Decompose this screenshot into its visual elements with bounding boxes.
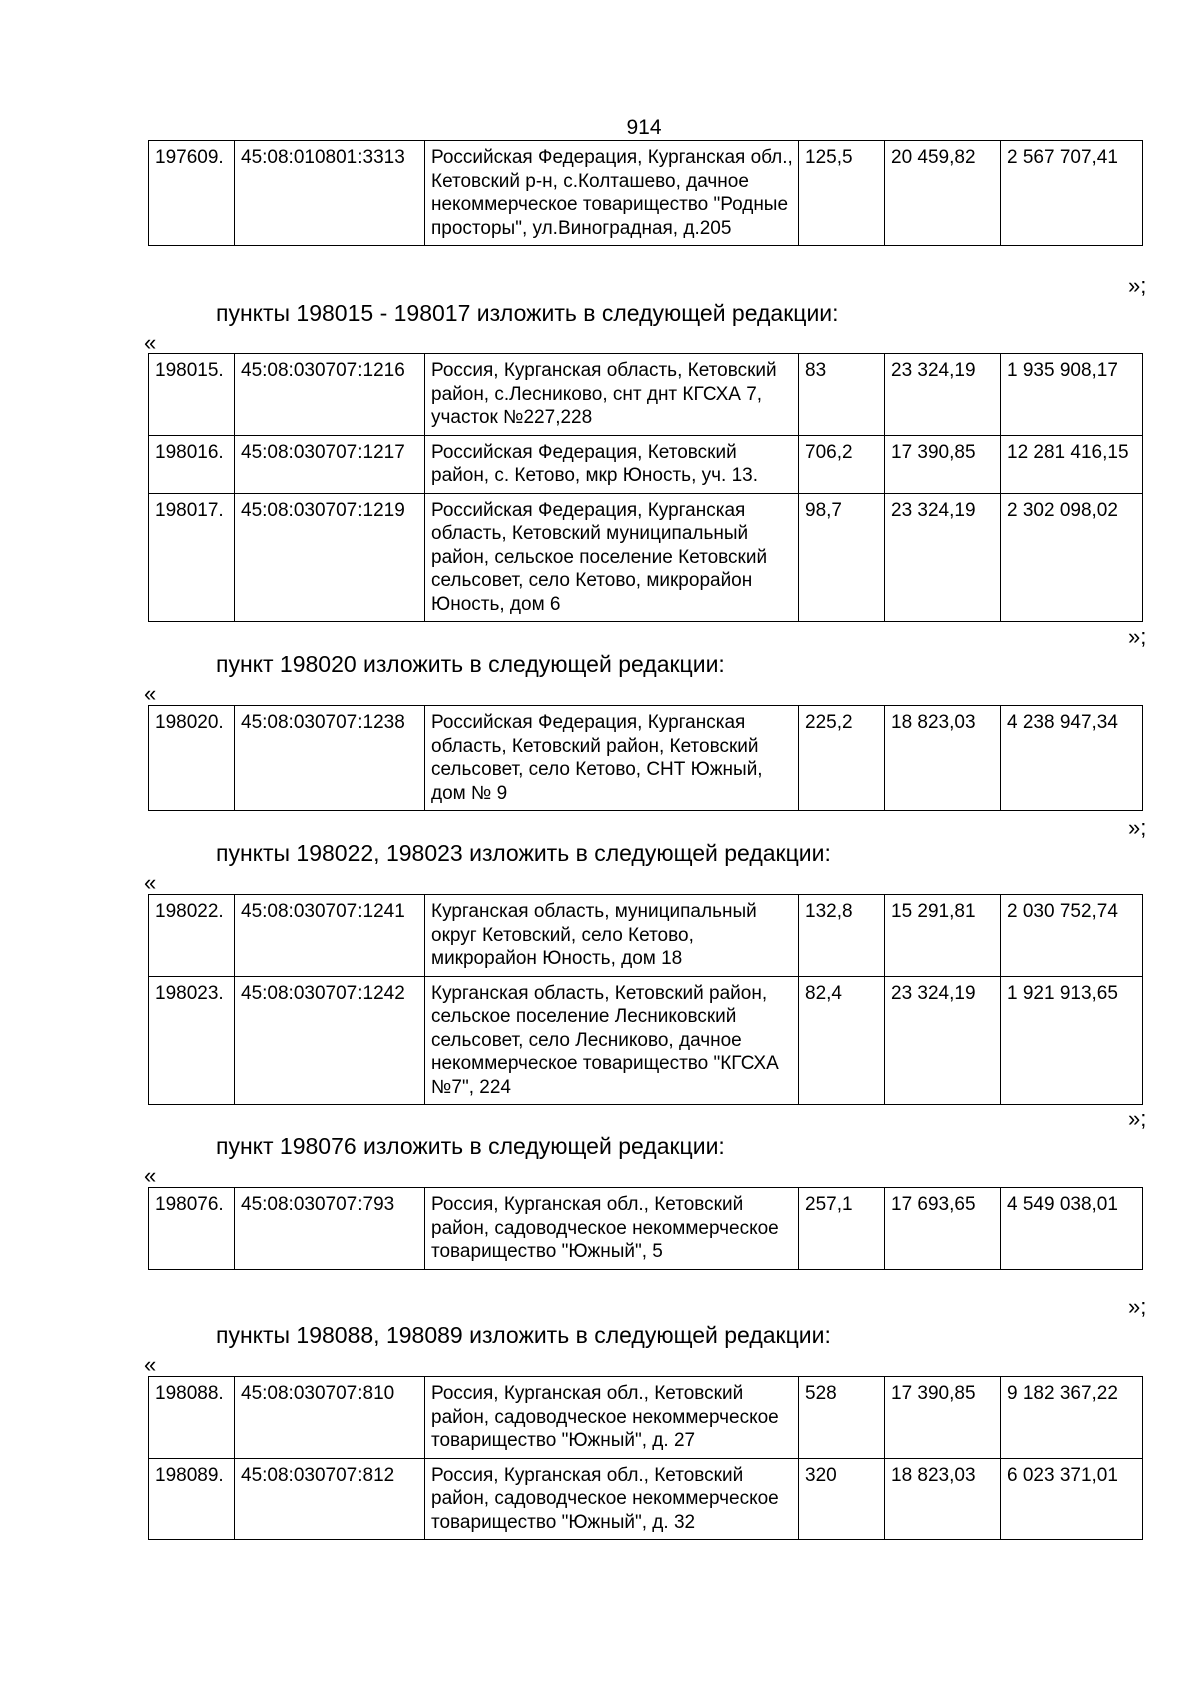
area-value: 225,2: [799, 706, 885, 811]
page-number: 914: [626, 116, 662, 139]
area-value: 257,1: [799, 1188, 885, 1270]
property-table: [148, 353, 1143, 622]
close-quote: »;: [1128, 815, 1147, 840]
property-table: [148, 1187, 1143, 1270]
property-table: [148, 140, 1143, 246]
area-value: 83: [799, 354, 885, 436]
address: Россия, Курганская обл., Кетовский район, садоводческое некоммерческое товарищество "Южный", д. 32: [425, 1458, 799, 1540]
cadastral-number: 45:08:030707:1238: [235, 706, 425, 811]
row-number: 198016.: [149, 435, 235, 493]
section-heading: пункты 198022, 198023 изложить в следующей редакции:: [216, 840, 831, 866]
address: Курганская область, муниципальный округ Кетовский, село Кетово, микрорайон Юность, дом 18: [425, 895, 799, 977]
cadastral-number: 45:08:030707:1242: [235, 976, 425, 1105]
cadastral-rate: 15 291,81: [885, 895, 1001, 977]
section-heading: пункты 198088, 198089 изложить в следующей редакции:: [216, 1322, 831, 1348]
table-row: [149, 1458, 1143, 1540]
address: Курганская область, Кетовский район, сельское поселение Лесниковский сельсовет, село Лесниково, дачное некоммерческое товарищество "КГСХА №7", 224: [425, 976, 799, 1105]
table-row: [149, 895, 1143, 977]
table-row: [149, 435, 1143, 493]
section-heading: пункт 198020 изложить в следующей редакции:: [216, 651, 725, 677]
cadastral-value: 6 023 371,01: [1001, 1458, 1143, 1540]
cadastral-rate: 23 324,19: [885, 493, 1001, 622]
close-quote: »;: [1128, 624, 1147, 649]
table-row: [149, 976, 1143, 1105]
cadastral-number: 45:08:030707:793: [235, 1188, 425, 1270]
area-value: 98,7: [799, 493, 885, 622]
cadastral-number: 45:08:030707:1216: [235, 354, 425, 436]
cadastral-value: 4 549 038,01: [1001, 1188, 1143, 1270]
close-quote: »;: [1128, 1106, 1147, 1131]
cadastral-number: 45:08:030707:1219: [235, 493, 425, 622]
cadastral-value: 1 921 913,65: [1001, 976, 1143, 1105]
open-quote: «: [144, 681, 157, 706]
cadastral-rate: 17 693,65: [885, 1188, 1001, 1270]
property-table: [148, 1376, 1143, 1540]
open-quote: «: [144, 1163, 157, 1188]
open-quote: «: [144, 330, 157, 355]
cadastral-number: 45:08:030707:810: [235, 1377, 425, 1459]
cadastral-rate: 18 823,03: [885, 706, 1001, 811]
area-value: 132,8: [799, 895, 885, 977]
row-number: 198015.: [149, 354, 235, 436]
table-row: [149, 354, 1143, 436]
area-value: 320: [799, 1458, 885, 1540]
address: Россия, Курганская обл., Кетовский район, садоводческое некоммерческое товарищество "Южный", д. 27: [425, 1377, 799, 1459]
row-number: 198023.: [149, 976, 235, 1105]
cadastral-value: 2 030 752,74: [1001, 895, 1143, 977]
cadastral-rate: 23 324,19: [885, 976, 1001, 1105]
area-value: 125,5: [799, 141, 885, 246]
close-quote: »;: [1128, 1294, 1147, 1319]
open-quote: «: [144, 870, 157, 895]
cadastral-value: 2 567 707,41: [1001, 141, 1143, 246]
cadastral-number: 45:08:010801:3313: [235, 141, 425, 246]
row-number: 198017.: [149, 493, 235, 622]
cadastral-value: 12 281 416,15: [1001, 435, 1143, 493]
area-value: 82,4: [799, 976, 885, 1105]
cadastral-number: 45:08:030707:1217: [235, 435, 425, 493]
address: Россия, Курганская область, Кетовский район, с.Лесниково, снт днт КГСХА 7, участок №227,228: [425, 354, 799, 436]
cadastral-rate: 18 823,03: [885, 1458, 1001, 1540]
row-number: 198088.: [149, 1377, 235, 1459]
table-row: [149, 141, 1143, 246]
table-row: [149, 706, 1143, 811]
cadastral-value: 1 935 908,17: [1001, 354, 1143, 436]
open-quote: «: [144, 1352, 157, 1377]
property-table: [148, 705, 1143, 811]
area-value: 706,2: [799, 435, 885, 493]
row-number: 198022.: [149, 895, 235, 977]
cadastral-rate: 20 459,82: [885, 141, 1001, 246]
address: Российская Федерация, Курганская область, Кетовский район, Кетовский сельсовет, село Кетово, СНТ Южный, дом № 9: [425, 706, 799, 811]
row-number: 198076.: [149, 1188, 235, 1270]
cadastral-value: 9 182 367,22: [1001, 1377, 1143, 1459]
cadastral-value: 4 238 947,34: [1001, 706, 1143, 811]
address: Россия, Курганская обл., Кетовский район, садоводческое некоммерческое товарищество "Южный", 5: [425, 1188, 799, 1270]
cadastral-number: 45:08:030707:1241: [235, 895, 425, 977]
cadastral-value: 2 302 098,02: [1001, 493, 1143, 622]
cadastral-number: 45:08:030707:812: [235, 1458, 425, 1540]
section-heading: пункты 198015 - 198017 изложить в следующей редакции:: [216, 300, 839, 326]
cadastral-rate: 17 390,85: [885, 1377, 1001, 1459]
section-heading: пункт 198076 изложить в следующей редакции:: [216, 1133, 725, 1159]
row-number: 198020.: [149, 706, 235, 811]
row-number: 197609.: [149, 141, 235, 246]
table-row: [149, 1377, 1143, 1459]
address: Российская Федерация, Кетовский район, с. Кетово, мкр Юность, уч. 13.: [425, 435, 799, 493]
table-row: [149, 1188, 1143, 1270]
address: Российская Федерация, Курганская обл., Кетовский р-н, с.Колташево, дачное некоммерческое товарищество "Родные просторы", ул.Виноградная, д.205: [425, 141, 799, 246]
cadastral-rate: 17 390,85: [885, 435, 1001, 493]
table-row: [149, 493, 1143, 622]
row-number: 198089.: [149, 1458, 235, 1540]
area-value: 528: [799, 1377, 885, 1459]
property-table: [148, 894, 1143, 1105]
close-quote: »;: [1128, 273, 1147, 298]
cadastral-rate: 23 324,19: [885, 354, 1001, 436]
address: Российская Федерация, Курганская область, Кетовский муниципальный район, сельское поселение Кетовский сельсовет, село Кетово, микрорайон Юность, дом 6: [425, 493, 799, 622]
